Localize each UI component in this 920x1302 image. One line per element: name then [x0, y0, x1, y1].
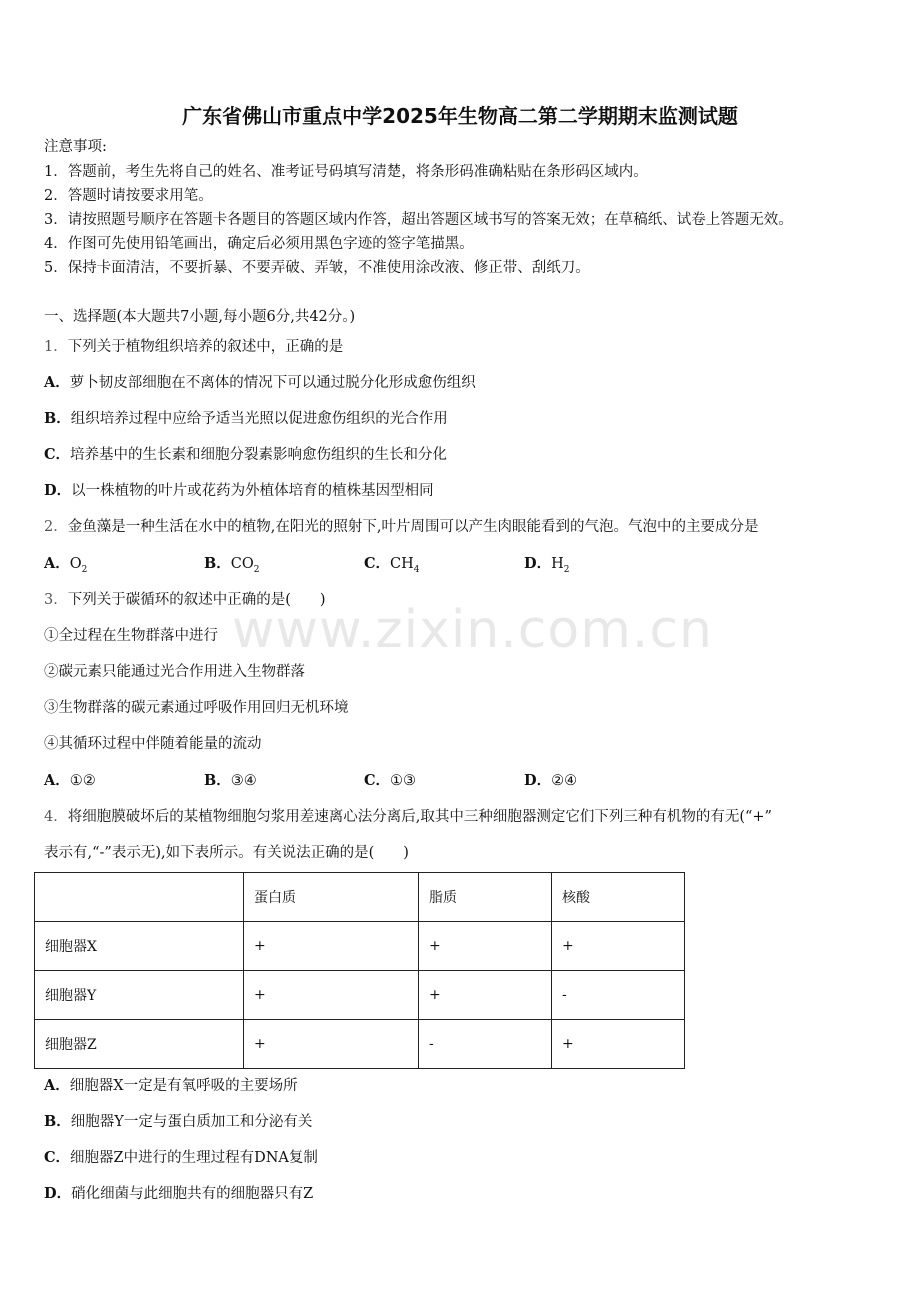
notice-item: 5．保持卡面清洁，不要折暴、不要弄破、弄皱，不准使用涂改液、修正带、刮纸刀。 [44, 260, 590, 276]
option-a: A．①② [44, 772, 96, 789]
section-heading: 一、选择题(本大题共7小题,每小题6分,共42分。) [44, 309, 356, 325]
watermark: www.zixin.com.cn [232, 600, 713, 660]
question-text: 金鱼藻是一种生活在水中的植物,在阳光的照射下,叶片周围可以产生肉眼能看到的气泡。气泡中的主要成分是 [67, 519, 759, 535]
question-1 [44, 337, 343, 357]
option-d: D．硝化细菌与此细胞共有的细胞器只有Z [44, 1185, 314, 1202]
table-cell: + [419, 922, 552, 971]
notice-item: 1．答题前，考生先将自己的姓名、准考证号码填写清楚，将条形码准确粘贴在条形码区域内。 [44, 164, 648, 180]
notice-item: 3．请按照题号顺序在答题卡各题目的答题区域内作答，超出答题区域书写的答案无效；在草稿纸、试卷上答题无效。 [44, 212, 793, 228]
table-header-cell: 核酸 [552, 873, 685, 922]
page-title: 广东省佛山市重点中学2025年生物高二第二学期期末监测试题 [182, 104, 738, 128]
question-4 [44, 807, 772, 827]
table-cell: - [552, 971, 685, 1020]
option-d: D．以一株植物的叶片或花药为外植体培育的植株基因型相同 [44, 482, 434, 499]
question-number: 3． [44, 592, 68, 608]
table-cell: - [419, 1020, 552, 1069]
option-d: D．②④ [524, 772, 578, 789]
table-cell [35, 873, 244, 922]
option-c: C．细胞器Z中进行的生理过程有DNA复制 [44, 1149, 318, 1166]
question-number: 2． [44, 519, 68, 535]
table-cell: 细胞器X [35, 922, 244, 971]
statement-3: ③生物群落的碳元素通过呼吸作用回归无机环境 [44, 700, 349, 716]
table-cell: + [419, 971, 552, 1020]
option-d: D．$H_2$ [524, 555, 570, 575]
statement-1: ①全过程在生物群落中进行 [44, 628, 218, 644]
notice-heading: 注意事项: [44, 139, 107, 155]
organelle-table [34, 872, 685, 1069]
table-cell: + [244, 971, 419, 1020]
table-cell: + [552, 1020, 685, 1069]
table-header-row [35, 873, 685, 922]
statement-2: ②碳元素只能通过光合作用进入生物群落 [44, 664, 305, 680]
table-header-cell: 脂质 [419, 873, 552, 922]
option-c: C．培养基中的生长素和细胞分裂素影响愈伤组织的生长和分化 [44, 446, 448, 463]
question-text: 下列关于碳循环的叙述中正确的是( ) [67, 592, 326, 608]
question-number: 1． [44, 339, 68, 355]
table-cell: + [244, 1020, 419, 1069]
option-c: C．①③ [364, 772, 417, 789]
table-row [35, 971, 685, 1020]
option-b: B．$CO_2$ [204, 555, 260, 575]
option-c: C．$CH_4$ [364, 555, 420, 575]
table-cell: + [244, 922, 419, 971]
option-a: A．细胞器X一定是有氧呼吸的主要场所 [44, 1077, 298, 1094]
option-b: B．③④ [204, 772, 257, 789]
table-cell: 细胞器Z [35, 1020, 244, 1069]
table-row [35, 1020, 685, 1069]
statement-4: ④其循环过程中伴随着能量的流动 [44, 736, 262, 752]
table-cell: 细胞器Y [35, 971, 244, 1020]
option-b: B．细胞器Y一定与蛋白质加工和分泌有关 [44, 1113, 313, 1130]
question-4-continued: 表示有,“-”表示无),如下表所示。有关说法正确的是( ) [44, 845, 409, 861]
option-a: A．萝卜韧皮部细胞在不离体的情况下可以通过脱分化形成愈伤组织 [44, 374, 476, 391]
table-cell: + [552, 922, 685, 971]
table-row [35, 922, 685, 971]
question-2 [44, 517, 758, 537]
option-a: A．$O_2$ [44, 555, 88, 575]
question-text: 下列关于植物组织培养的叙述中，正确的是 [67, 339, 344, 355]
option-b: B．组织培养过程中应给予适当光照以促进愈伤组织的光合作用 [44, 410, 448, 427]
question-text: 将细胞膜破坏后的某植物细胞匀浆用差速离心法分离后,取其中三种细胞器测定它们下列三种有机物的有无(“+” [67, 809, 772, 825]
notice-item: 2．答题时请按要求用笔。 [44, 188, 213, 204]
notice-item: 4．作图可先使用铅笔画出，确定后必须用黑色字迹的签字笔描黑。 [44, 236, 474, 252]
table-header-cell: 蛋白质 [244, 873, 419, 922]
question-number: 4． [44, 809, 68, 825]
